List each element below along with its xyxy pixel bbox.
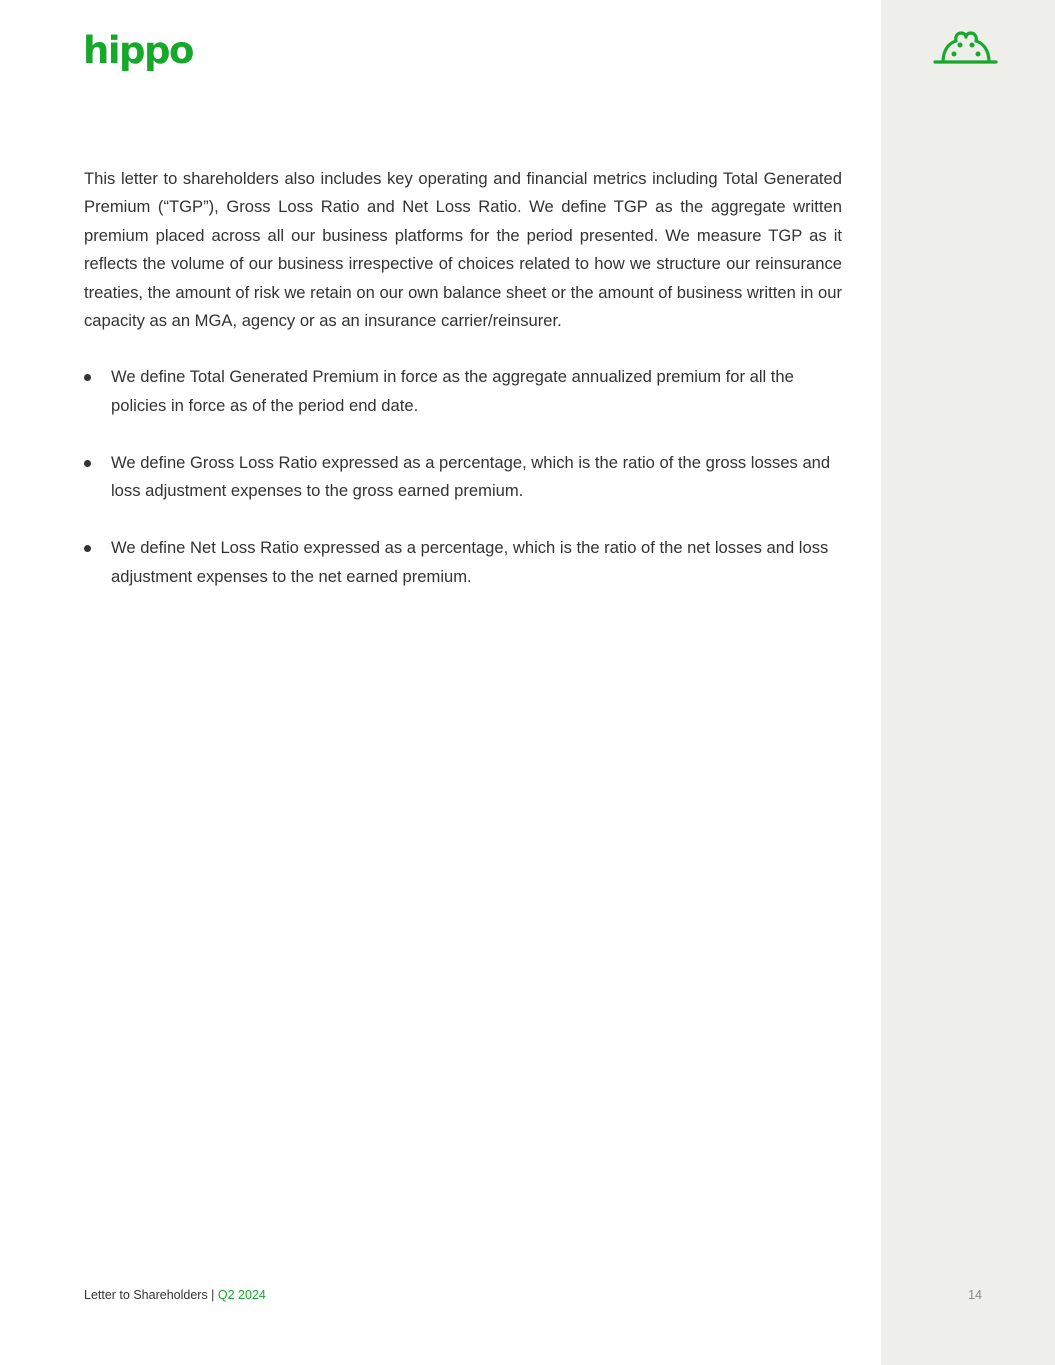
page-number: 14: [968, 1288, 982, 1302]
intro-paragraph: This letter to shareholders also includes key operating and financial metrics including Total Generated Premium (“TGP”), Gross Loss Ratio and Net Loss Ratio. We define TGP as the aggregate written premium placed across all our business platforms for the period presented. We measure TGP as it reflects the volume of our business irrespective of choices related to how we structure our reinsurance treaties, the amount of risk we retain on our own balance sheet or the amount of business written in our capacity as an MGA, agency or as an insurance carrier/reinsurer.: [84, 169, 842, 331]
hippo-mark-icon: [932, 28, 1000, 68]
list-item-text: We define Total Generated Premium in force as the aggregate annualized premium for all the policies in force as of the period end date.: [111, 367, 794, 415]
footer: [84, 1287, 266, 1303]
definitions-list: [84, 363, 842, 591]
bullet-icon: [84, 545, 91, 552]
hippo-logo: hippo: [83, 29, 193, 72]
sidebar-panel: [881, 0, 1055, 1365]
list-item: [84, 363, 842, 420]
list-item: [84, 449, 842, 506]
bullet-icon: [84, 374, 91, 381]
list-item-text: We define Net Loss Ratio expressed as a percentage, which is the ratio of the net losses and loss adjustment expenses to the net earned premium.: [111, 538, 829, 586]
footer-doc-title: Letter to Shareholders |: [84, 1288, 215, 1302]
bullet-icon: [84, 460, 91, 467]
list-item-text: We define Gross Loss Ratio expressed as a percentage, which is the ratio of the gross losses and loss adjustment expenses to the gross earned premium.: [111, 452, 831, 501]
list-item: [84, 534, 842, 591]
body-content: [84, 165, 842, 620]
footer-period: Q2 2024: [217, 1288, 266, 1302]
